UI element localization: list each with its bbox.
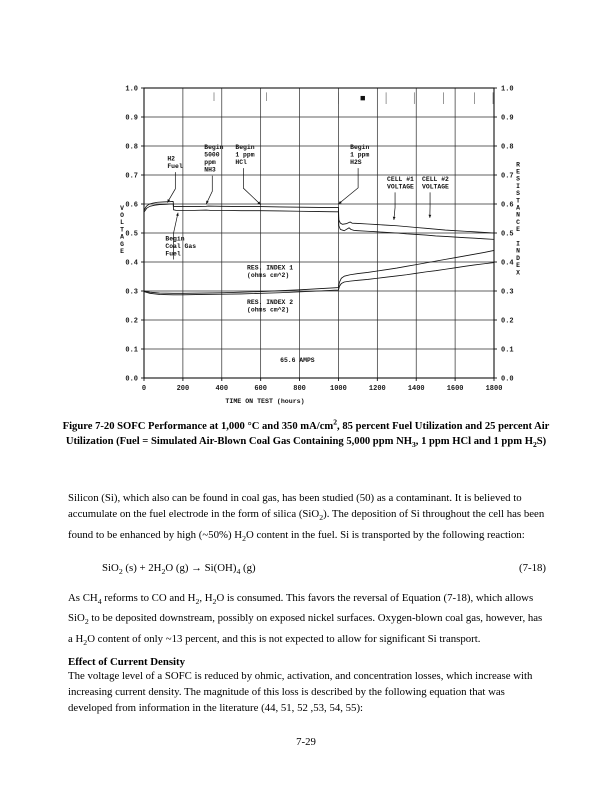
y2-tick-label-0.3: 0.3 — [501, 288, 514, 297]
series-res-index-2 — [144, 263, 494, 295]
x-tick-label-1000: 1000 — [330, 385, 347, 393]
y-tick-label-0.6: 0.6 — [125, 201, 138, 210]
annotation-begin-coal-gas-fuel — [165, 213, 196, 260]
y2-axis-title-resistance-index: R E S I S T A N C E I N D E X — [516, 161, 520, 277]
paragraph-voltage-level: The voltage level of a SOFC is reduced by ohmic, activation, and concentration losses, which increase with increasing current density. The magnitude of this loss is described by the following equation that was developed from information in the literature (44, 51, 52 ,53, 54, 55): — [68, 670, 533, 715]
y-tick-label-0.1: 0.1 — [125, 346, 138, 355]
chart-axis-titles — [120, 161, 520, 405]
figure-caption — [60, 414, 552, 453]
annotation-label-cell-2-voltage: CELL #2 VOLTAGE — [422, 175, 449, 191]
y-tick-label-0.2: 0.2 — [125, 317, 138, 326]
annotation-leader-cell-1-voltage — [394, 192, 395, 220]
y-tick-label-0.8: 0.8 — [125, 143, 138, 152]
y2-tick-label-0.1: 0.1 — [501, 346, 514, 355]
x-axis-title: TIME ON TEST (hours) — [225, 398, 305, 405]
annotation-current-amps — [280, 357, 315, 364]
y2-tick-label-0.9: 0.9 — [501, 114, 514, 123]
y2-tick-label-1.0: 1.0 — [501, 85, 514, 94]
chart-annotations — [165, 144, 449, 364]
annotation-leader-begin-5000-ppm-nh3 — [206, 176, 212, 204]
chart-gridlines — [144, 88, 494, 378]
y2-tick-label-0.8: 0.8 — [501, 143, 514, 152]
heading-effect-of-current-density: Effect of Current Density — [68, 656, 186, 668]
annotation-res-index-1 — [247, 264, 293, 279]
x-tick-label-400: 400 — [215, 385, 229, 393]
x-tick-label-200: 200 — [176, 385, 190, 393]
annotation-leader-begin-1-ppm-h2s — [338, 168, 358, 204]
annotation-cell-2-voltage — [422, 176, 449, 218]
y-tick-label-0.7: 0.7 — [125, 172, 138, 181]
annotation-begin-1-ppm-h2s — [338, 144, 369, 204]
y-tick-label-0.9: 0.9 — [125, 114, 138, 123]
chart-svg — [96, 78, 526, 405]
annotation-label-current-amps: 65.6 AMPS — [280, 357, 315, 365]
series-cell-1-voltage — [144, 201, 494, 233]
x-tick-label-1200: 1200 — [368, 385, 386, 393]
series-cell-2-voltage — [144, 204, 494, 239]
chart-top-square-marker — [214, 92, 493, 104]
chart-y-axis-ticks — [125, 86, 144, 384]
x-tick-label-600: 600 — [254, 385, 267, 393]
annotation-res-index-2 — [247, 299, 293, 314]
y2-tick-label-0.7: 0.7 — [501, 172, 514, 181]
x-tick-label-1400: 1400 — [407, 385, 425, 393]
chart-x-axis-ticks — [142, 378, 503, 393]
y2-tick-label-0.4: 0.4 — [501, 259, 514, 268]
x-tick-label-1600: 1600 — [446, 385, 464, 393]
annotation-label-h2-fuel: H2 Fuel — [167, 155, 183, 171]
series-res-index-1 — [144, 250, 494, 293]
y-tick-label-1.0: 1.0 — [125, 85, 138, 94]
chart-y2-axis-ticks — [494, 86, 514, 384]
annotation-label-begin-1-ppm-hcl: Begin 1 ppm HCl — [235, 143, 255, 167]
annotation-arrowhead-cell-2-voltage — [429, 215, 432, 218]
x-tick-label-1800: 1800 — [485, 385, 503, 393]
y2-tick-label-0.6: 0.6 — [501, 201, 514, 210]
annotation-arrowhead-begin-coal-gas-fuel — [176, 213, 179, 216]
figure-caption-text: Figure 7-20 SOFC Performance at 1,000 °C and 350 $mA/cm^2$, 85 percent Fuel Utilization and 25 percent Air Utilization (Fuel = Simulated Air-Blown Coal Gas Containing 5,000 ppm $NH_3$, 1 ppm HCl and 1 ppm $H_2S$) — [62, 417, 550, 450]
chart-sofc-performance — [96, 78, 526, 405]
annotation-label-cell-1-voltage: CELL #1 VOLTAGE — [387, 175, 414, 191]
x-tick-label-0: 0 — [141, 385, 147, 393]
annotation-cell-1-voltage — [387, 176, 414, 220]
y-tick-label-0.0: 0.0 — [125, 375, 138, 384]
y2-tick-label-0.0: 0.0 — [501, 375, 514, 384]
top-square-marker — [361, 96, 365, 100]
annotation-label-res-index-1: RES. INDEX 1 (ohms cm^2) — [247, 264, 294, 279]
annotation-h2-fuel — [167, 156, 183, 203]
paragraph-ch4-reforming: As $CH_4$ reforms to CO and $H_2$, $H_2O$ is consumed. This favors the reversal of Equation (7-18), which allows SiO$_2$ to be deposited downstream, possibly on exposed nickel surfaces. Oxygen-blown coal gas, however, has a $H_2O$ content of only ~13 percent, and this is not expected to allow for significant Si transport. — [68, 592, 543, 647]
equation-7-18-row — [68, 560, 546, 580]
annotation-label-res-index-2: RES. INDEX 2 (ohms cm^2) — [247, 299, 294, 314]
annotation-begin-1-ppm-hcl — [235, 144, 260, 205]
equation-number: (7-18) — [519, 562, 546, 574]
annotation-label-begin-coal-gas-fuel: Begin Coal Gas Fuel — [165, 235, 197, 258]
equation-7-18-body: SiO$_2$ $(s) + 2H_2O$ $(g) \to Si(OH)_4$ (g) — [102, 562, 256, 577]
chart-series-lines — [144, 201, 494, 294]
x-tick-label-800: 800 — [293, 385, 306, 393]
y-tick-label-0.4: 0.4 — [125, 259, 138, 268]
annotation-label-begin-1-ppm-h2s: Begin 1 ppm H2S — [350, 143, 370, 167]
y2-tick-label-0.5: 0.5 — [501, 230, 514, 239]
page-number: 7-29 — [296, 736, 316, 748]
annotation-leader-h2-fuel — [167, 172, 175, 202]
y-axis-title-voltage: V O L T A G E — [120, 204, 124, 255]
y2-tick-label-0.2: 0.2 — [501, 317, 514, 326]
paragraph-silicon: Silicon (Si), which also can be found in coal gas, has been studied (50) as a contaminant. It is believed to accumulate on the fuel electrode in the form of silica (SiO$_2$). The deposition of Si throughout the cell has been found to be enhanced by high (~50%) $H_2O$ content in the fuel. Si is transported by the following reaction: — [68, 492, 545, 543]
y-tick-label-0.3: 0.3 — [125, 288, 138, 297]
annotation-leader-begin-1-ppm-hcl — [243, 168, 260, 204]
y-tick-label-0.5: 0.5 — [125, 230, 138, 239]
annotation-begin-5000-ppm-nh3 — [204, 144, 223, 204]
annotation-label-begin-5000-ppm-nh3: Begin 5000 ppm NH3 — [204, 143, 224, 174]
